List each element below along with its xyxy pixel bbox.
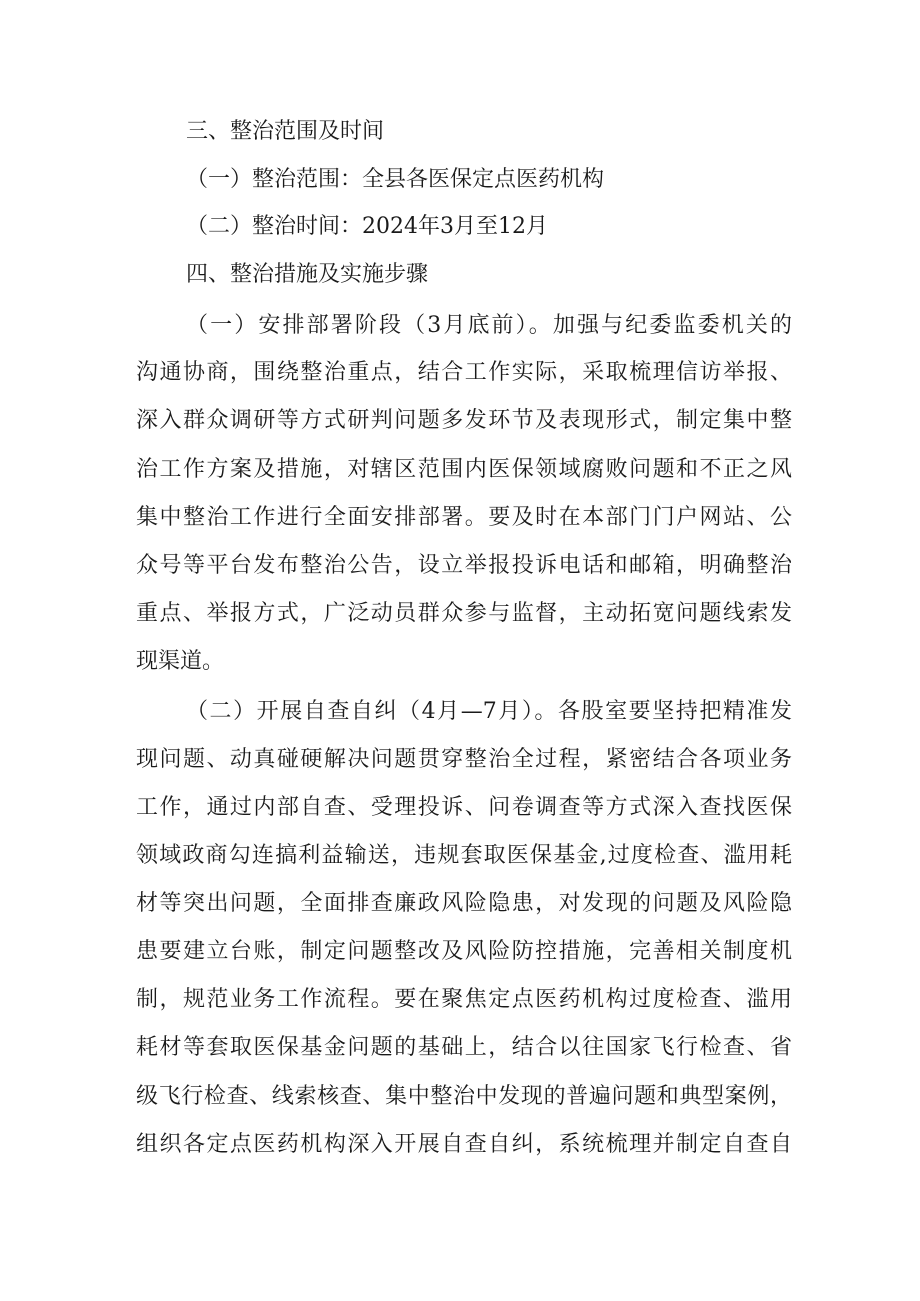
section-heading-4: 四、整治措施及实施步骤 [186,262,429,287]
para-4-1-line: 重点、举报方式，广泛动员群众参与监督，主动拓宽问题线索发 [136,601,792,626]
para-4-2-line: 工作，通过内部自查、受理投诉、问卷调查等方式深入查找医保 [136,795,792,820]
para-4-1-line: 集中整治工作进行全面安排部署。要及时在本部门门户网站、公 [136,505,792,530]
para-4-2-line: 材等突出问题，全面排查廉政风险隐患，对发现的问题及风险隐 [136,891,792,916]
para-4-2-line: 组织各定点医药机构深入开展自查自纠，系统梳理并制定自查自 [136,1132,792,1157]
para-4-1-line: （一）安排部署阶段（3月底前）。加强与纪委监委机关的 [186,313,792,338]
para-4-2-line: 现问题、动真碰硬解决问题贯穿整治全过程，紧密结合各项业务 [136,747,792,772]
para-4-2-line: 领域政商勾连搞利益输送，违规套取医保基金,过度检查、滥用耗 [136,843,792,868]
para-4-2-line: 制，规范业务工作流程。要在聚焦定点医药机构过度检查、滥用 [136,987,792,1012]
section-heading-3: 三、整治范围及时间 [186,119,385,144]
para-4-2-line: 耗材等套取医保基金问题的基础上，结合以往国家飞行检查、省 [136,1035,792,1060]
para-4-1-line: 众号等平台发布整治公告，设立举报投诉电话和邮箱，明确整治 [136,553,792,578]
para-4-1-line: 深入群众调研等方式研判问题多发环节及表现形式，制定集中整 [136,408,792,433]
para-4-1-line: 治工作方案及措施，对辖区范围内医保领域腐败问题和不正之风 [136,457,792,482]
para-4-2-line: （二）开展自查自纠（4月—7月）。各股室要坚持把精准发 [186,699,792,724]
para-4-2-line: 患要建立台账，制定问题整改及风险防控措施，完善相关制度机 [136,939,792,964]
para-4-1-line: 现渠道。 [136,649,225,674]
time-item: （二）整治时间：2024年3月至12月 [186,214,548,239]
scope-item: （一）整治范围：全县各医保定点医药机构 [186,167,605,192]
para-4-2-line: 级飞行检查、线索核查、集中整治中发现的普遍问题和典型案例， [136,1084,792,1109]
para-4-1-line: 沟通协商，围绕整治重点，结合工作实际，采取梳理信访举报、 [136,360,792,385]
